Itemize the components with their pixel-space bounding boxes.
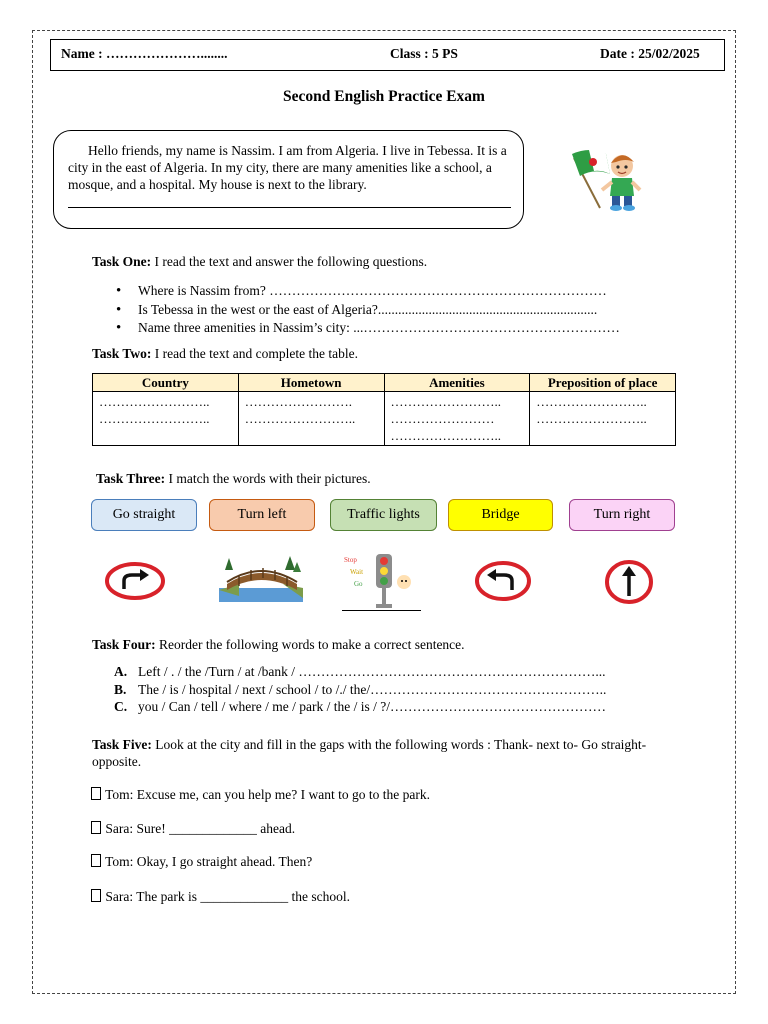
text-underline — [68, 207, 511, 208]
dialogue-line[interactable]: Tom: Okay, I go straight ahead. Then? — [91, 854, 312, 870]
list-item[interactable]: • Is Tebessa in the west or the east of Algeria?................................................................. — [96, 301, 686, 320]
list-item[interactable]: • Name three amenities in Nassim’s city: ...………………………………………………… — [96, 319, 686, 338]
task-one-questions — [96, 282, 686, 338]
bridge-picture-icon[interactable] — [219, 554, 303, 602]
table-row — [93, 392, 676, 446]
reorder-list — [114, 663, 679, 716]
task-one-heading: Task One: I read the text and answer the following questions. — [92, 254, 428, 269]
table-header: Amenities — [384, 374, 530, 392]
list-item[interactable]: B. The / is / hospital / next / school / to /./ the/…………………………………………….. — [114, 681, 607, 697]
list-item[interactable]: A. Left / . / the /Turn / at /bank / …………………………………………………………... — [114, 664, 606, 679]
list-item[interactable]: C. you / Can / tell / where / me / park / the / is / ?/………………………………………… — [114, 699, 606, 714]
traffic-go-text: Go — [354, 580, 363, 588]
turn-right-sign-icon[interactable] — [104, 561, 166, 601]
reading-text: Hello friends, my name is Nassim. I am from Algeria. I live in Tebessa. It is a city in the east of Algeria. In my city, there are many amenities like a school, a mosque, and a hospital. My house is next to the library. — [68, 143, 507, 192]
word-turn-right[interactable]: Turn right — [569, 499, 675, 531]
traffic-wait-text: Wait — [350, 568, 364, 576]
task-four-heading: Task Four: Reorder the following words to make a correct sentence. — [92, 637, 465, 652]
word-go-straight[interactable]: Go straight — [91, 499, 197, 531]
table-header: Preposition of place — [530, 374, 676, 392]
table-header: Country — [93, 374, 239, 392]
traffic-lights-picture[interactable] — [342, 550, 422, 612]
class-label: Class : 5 PS — [390, 46, 458, 61]
list-item[interactable]: • Where is Nassim from? ………………………………………………………………… — [96, 282, 686, 301]
name-field[interactable]: Name : …………………........ — [61, 46, 228, 61]
table-cell[interactable]: …………………….. …………………….. — [93, 392, 239, 446]
dialogue-marker-icon — [91, 787, 101, 800]
word-bridge[interactable]: Bridge — [448, 499, 553, 531]
reading-text-box — [53, 130, 524, 229]
dialogue-marker-icon — [91, 854, 101, 867]
dialogue-line[interactable]: Tom: Excuse me, can you help me? I want to go to the park. — [91, 787, 430, 803]
task-three-heading: Task Three: I match the words with their pictures. — [96, 471, 371, 486]
table-cell[interactable]: …………………….. …………………….. — [530, 392, 676, 446]
word-traffic-lights[interactable]: Traffic lights — [330, 499, 437, 531]
go-straight-sign-icon[interactable] — [604, 560, 654, 604]
dialogue-line[interactable]: Sara: Sure! _____________ ahead. — [91, 821, 295, 837]
dialogue-line[interactable]: Sara: The park is _____________ the school. — [91, 889, 350, 905]
table-cell[interactable]: ……………………. …………………….. — [238, 392, 384, 446]
table-header: Hometown — [238, 374, 384, 392]
traffic-stop-text: Stop — [344, 556, 357, 564]
task-two-heading: Task Two: I read the text and complete the table. — [92, 346, 358, 361]
turn-left-sign-icon[interactable] — [474, 560, 532, 602]
page-title: Second English Practice Exam — [283, 88, 485, 105]
answer-table — [92, 373, 676, 446]
answer-line — [342, 610, 421, 611]
student-info-box — [50, 39, 725, 71]
boy-with-flag-illustration — [560, 138, 650, 214]
table-cell[interactable]: …………………….. …………………… …………………….. — [384, 392, 530, 446]
dialogue-marker-icon — [91, 821, 101, 834]
word-turn-left[interactable]: Turn left — [209, 499, 315, 531]
task-five-heading: Task Five: Look at the city and fill in the gaps with the following words : Thank- next to- Go straight- opposite. — [92, 737, 647, 769]
dialogue-marker-icon — [91, 889, 101, 902]
date-label: Date : 25/02/2025 — [600, 46, 700, 61]
